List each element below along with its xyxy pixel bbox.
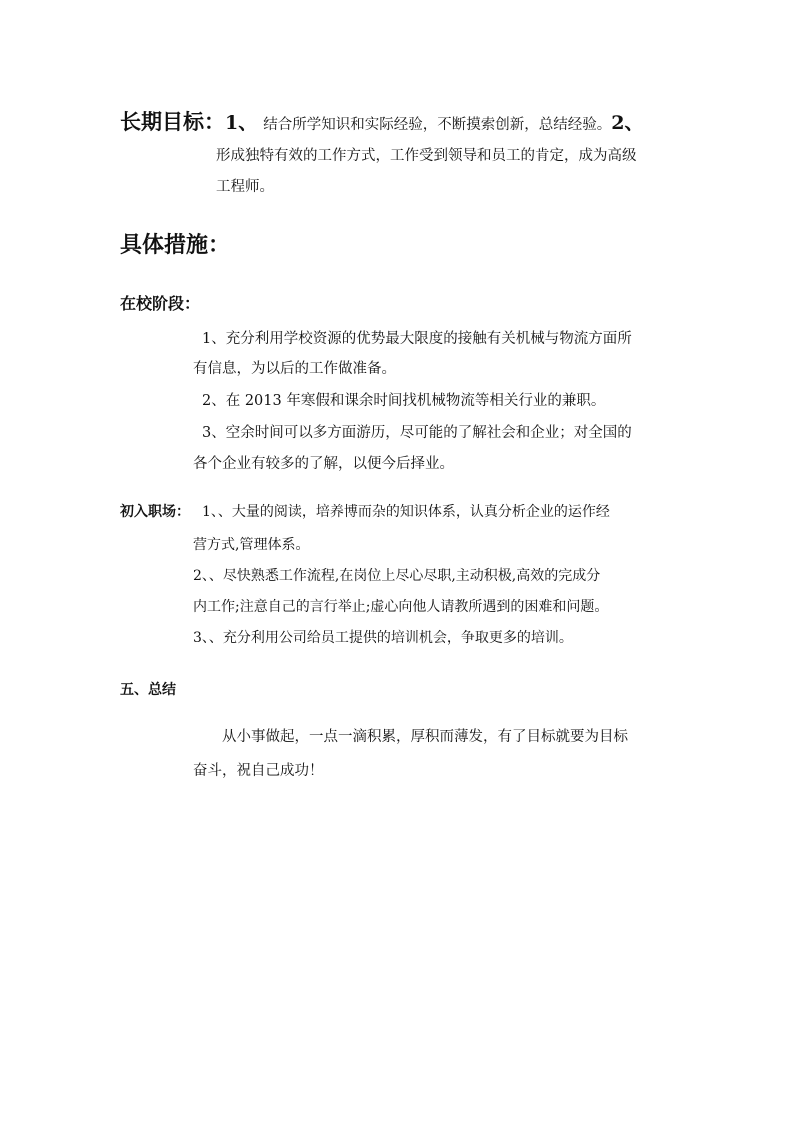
long-term-num-2: 2、 [611,112,644,134]
school-line-5: 各个企业有较多的了解，以便今后择业。 [193,456,454,472]
summary-line-2: 奋斗，祝自己成功！ [193,763,324,779]
long-term-text-1: 结合所学知识和实际经验，不断摸索创新，总结经验。 [263,117,612,133]
summary-heading: 五、总结 [120,682,176,698]
school-line-1: 1、充分利用学校资源的优势最大限度的接触有关机械与物流方面所 [202,331,632,347]
entry-line-5: 3、、充分利用公司给员工提供的培训机会，争取更多的培训。 [193,630,573,646]
long-term-num-1: 1、 [225,112,258,134]
entry-line-4: 内工作;注意自己的言行举止;虚心向他人请教所遇到的困难和问题。 [193,599,609,615]
long-term-line-2: 形成独特有效的工作方式，工作受到领导和员工的肯定，成为高级 [216,148,637,164]
school-line-2: 有信息，为以后的工作做准备。 [193,361,396,377]
long-term-line-1 [120,106,643,136]
entry-line-1 [120,501,610,521]
entry-text-1: 1、、大量的阅读，培养博而杂的知识体系，认真分析企业的运作经 [202,504,610,520]
long-term-heading: 长期目标： [120,110,225,134]
long-term-line-3: 工程师。 [216,179,274,195]
entry-line-2: 营方式,管理体系。 [193,537,310,553]
entry-line-3: 2、、尽快熟悉工作流程,在岗位上尽心尽职,主动积极,高效的完成分 [193,568,601,584]
school-heading: 在校阶段： [120,294,201,313]
measures-heading: 具体措施： [120,233,231,258]
school-line-4: 3、空余时间可以多方面游历，尽可能的了解社会和企业；对全国的 [202,425,632,441]
school-line-3: 2、在 2013 年寒假和课余时间找机械物流等相关行业的兼职。 [202,393,606,409]
entry-heading: 初入职场： [120,504,190,520]
summary-line-1: 从小事做起，一点一滴积累，厚积而薄发，有了目标就要为目标 [222,729,628,745]
